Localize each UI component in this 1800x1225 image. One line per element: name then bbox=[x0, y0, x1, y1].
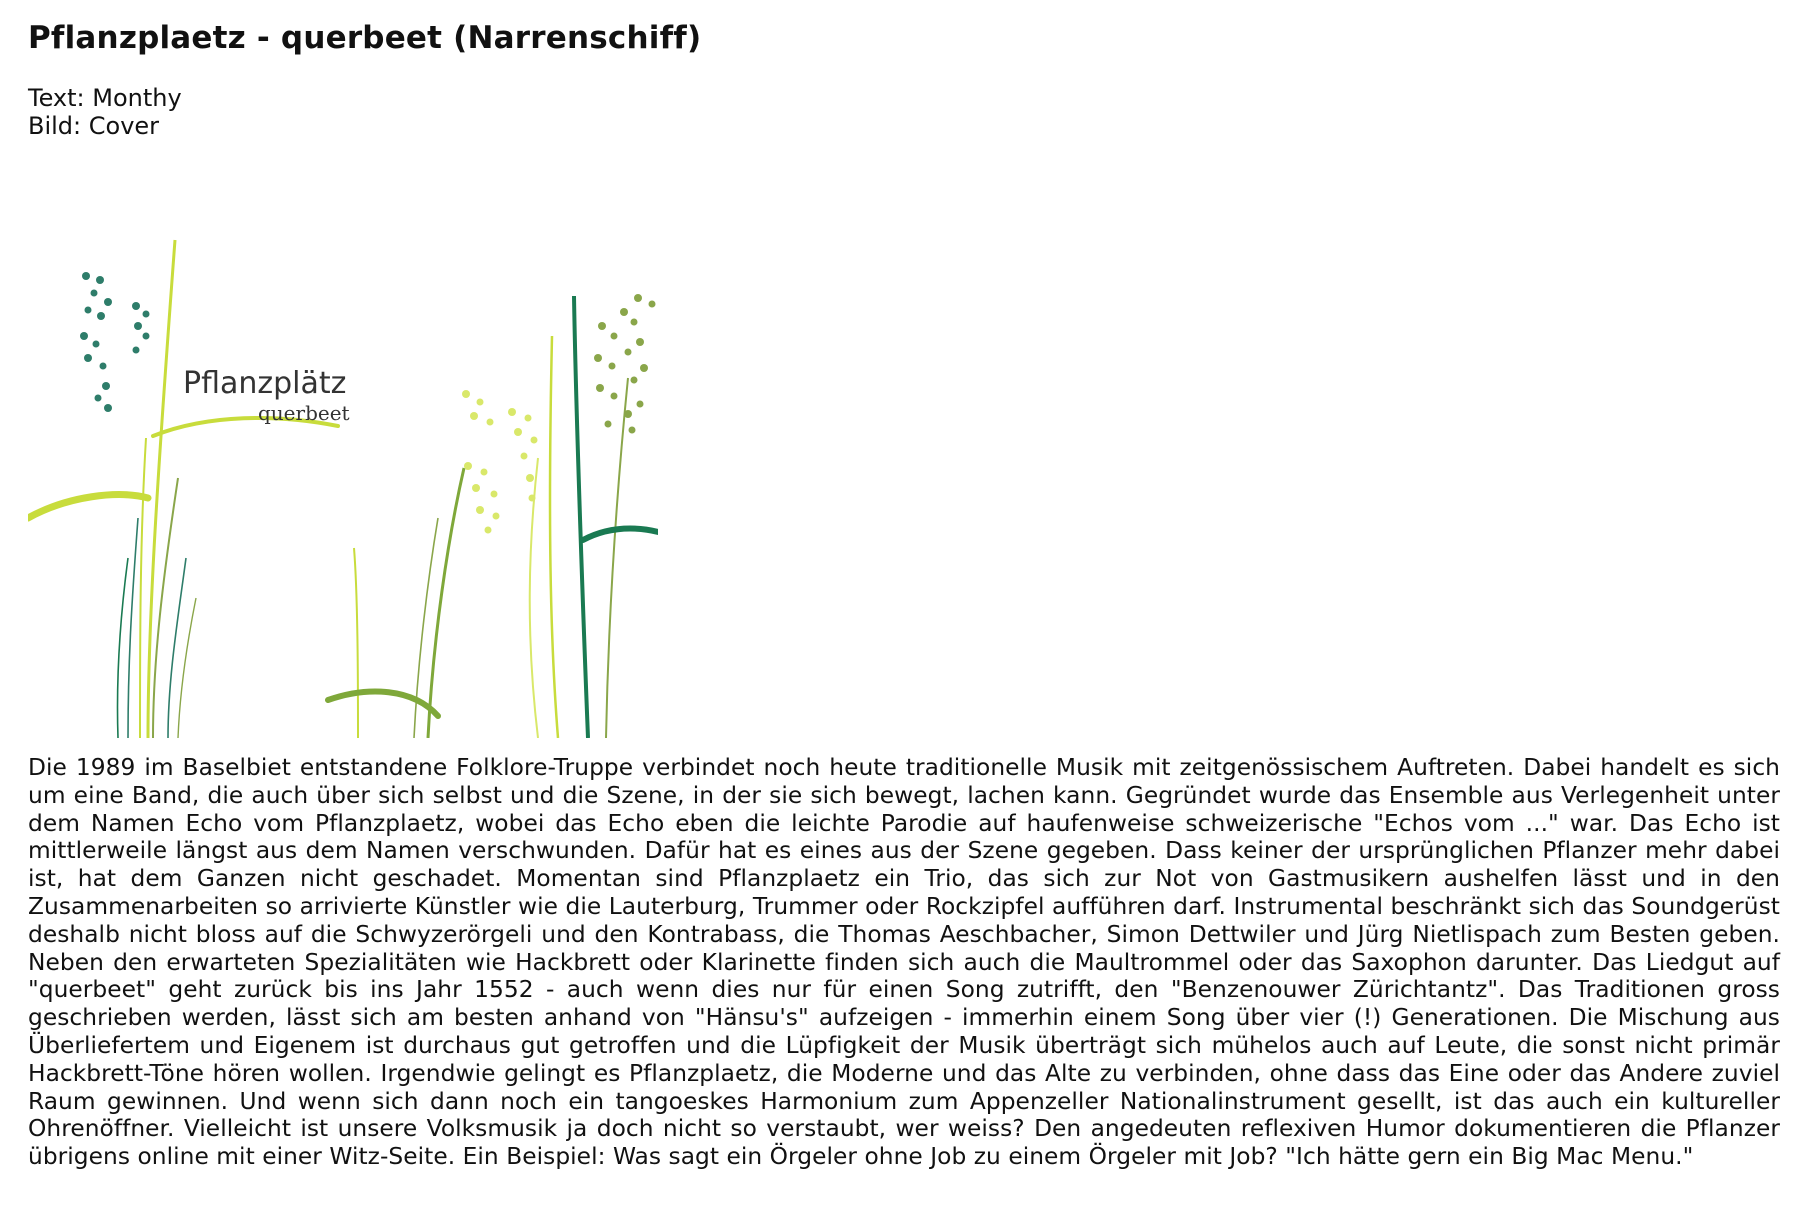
album-name-logo: querbeet bbox=[258, 401, 350, 425]
dark-green-leaf-right bbox=[583, 529, 658, 541]
lime-seed-dots-mid bbox=[462, 390, 538, 534]
olive-stalk-right bbox=[606, 378, 628, 738]
credits-block bbox=[28, 84, 1788, 140]
author-credit: Text: Monthy bbox=[28, 84, 182, 112]
album-cover-artwork bbox=[28, 218, 658, 738]
article-title: Pflanzplaetz - querbeet (Narrenschiff) bbox=[28, 20, 702, 56]
teal-seed-dots-left bbox=[80, 272, 150, 412]
lime-stalk-left-2 bbox=[140, 438, 146, 738]
dark-stalk-left bbox=[117, 558, 128, 738]
green-stalk-mid bbox=[428, 468, 464, 738]
lime-stalk-left bbox=[148, 240, 175, 738]
green-leaf-bottom bbox=[328, 692, 438, 716]
teal-stalk-left bbox=[128, 518, 138, 738]
review-page bbox=[28, 18, 1788, 1171]
band-name-logo: Pflanzplätz bbox=[183, 366, 347, 401]
olive-stalk-left-2 bbox=[178, 598, 196, 738]
album-cover-image bbox=[28, 218, 658, 738]
olive-seed-dots-right bbox=[594, 294, 656, 434]
review-body-text: Die 1989 im Baselbiet entstandene Folklore-Truppe verbindet noch heute traditionelle Musik mit zeitgenössischem Auftreten. Dabei handelt es sich um eine Band, die auch über sich selbst und die Szene, in der sie sich bewegt, lachen kann. Gegründet wurde das Ensemble aus Verlegenheit unter dem Namen Echo vom Pflanzplaetz, wobei das Echo eben die leichte Parodie auf haufenweise schweizerische "Echos vom ..." war. Das Echo ist mittlerweile längst aus dem Namen verschwunden. Dafür hat es eines aus der Szene gegeben. Dass keiner der ursprünglichen Pflanzer mehr dabei ist, hat dem Ganzen nicht geschadet. Momentan sind Pflanzplaetz ein Trio, das sich zur Not von Gastmusikern aushelfen lässt und in den Zusammenarbeiten so arrivierte Künstler wie die Lauterburg, Trummer oder Rockzipfel aufführen darf. Instrumental beschränkt sich das Soundgerüst deshalb nicht bloss auf die Schwyzerörgeli und den Kontrabass, die Thomas Aeschbacher, Simon Dettwiler und Jürg Nietlispach zum Besten geben. Neben den erwarteten Spezialitäten wie Hackbrett oder Klarinette finden sich auch die Maultrommel oder das Saxophon darunter. Das Liedgut auf "querbeet" geht zurück bis ins Jahr 1552 - auch wenn dies nur für einen Song zutrifft, den "Benzenouwer Zürichtantz". Das Traditionen gross geschrieben werden, lässt sich am besten anhand von "Hänsu's" aufzeigen - immerhin einem Song über vier (!) Generationen. Die Mischung aus Überliefertem und Eigenem ist durchaus gut getroffen und die Lüpfigkeit der Musik überträgt sich mühelos auch auf Leute, die sonst nicht primär Hackbrett-Töne hören wollen. Irgendwie gelingt es Pflanzplaetz, die Moderne und das Alte zu verbinden, ohne dass das Eine oder das Andere zuviel Raum gewinnen. Und wenn sich dann noch ein tangoeskes Harmonium zum Appenzeller Nationalinstrument gesellt, ist das auch ein kultureller Ohrenöffner. Vielleicht ist unsere Volksmusik ja doch nicht so verstaubt, wer weiss? Den angedeuten reflexiven Humor dokumentieren die Pflanzer übrigens online mit einer Witz-Seite. Ein Beispiel: Was sagt ein Örgeler ohne Job zu einem Örgeler mit Job? "Ich hätte gern ein Big Mac Menu." bbox=[28, 754, 1780, 1171]
teal-stalk-left-2 bbox=[168, 558, 186, 738]
lime-stalk-right bbox=[550, 336, 558, 738]
image-credit: Bild: Cover bbox=[28, 112, 160, 140]
lime-stalk-mid bbox=[354, 548, 358, 738]
lime-leaf-left bbox=[28, 495, 148, 518]
dark-green-stalk-right bbox=[574, 296, 588, 738]
